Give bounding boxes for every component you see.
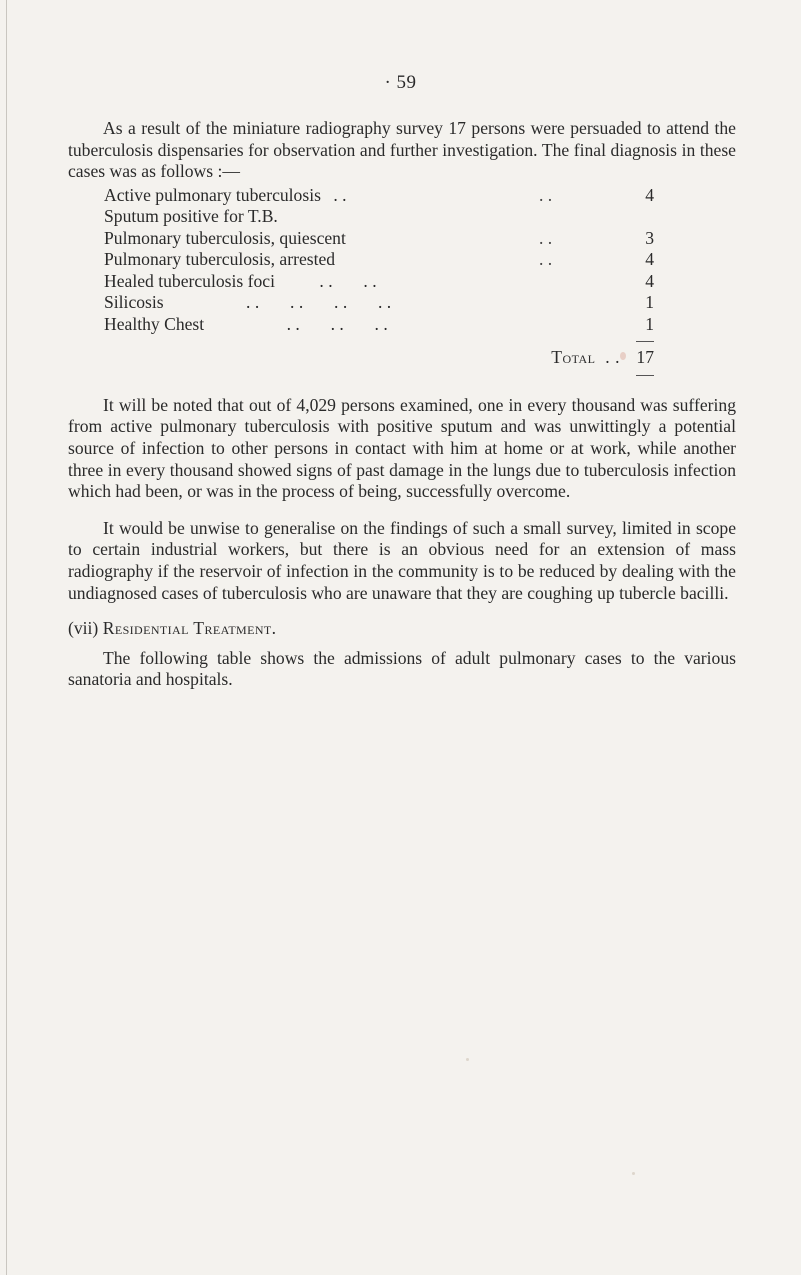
section-number: (vii): [68, 618, 99, 639]
diagnosis-table: [104, 185, 654, 381]
diagnosis-count: 4: [645, 184, 654, 205]
diagnosis-count: 4: [645, 270, 654, 291]
paper-speck: [620, 352, 626, 360]
diagnosis-label: Sputum positive for T.B.: [104, 206, 278, 227]
diagnosis-label: Silicosis . . . . . . . .: [104, 292, 392, 313]
table-row: [104, 292, 654, 314]
findings-paragraph: It will be noted that out of 4,029 persons examined, one in every thousand was suffering from active pulmonary tuberculosis with positive sputum and was unwittingly a potential source of infection to other persons in contact with him at home or at work, while another three in every thousand showed signs of past damage in the lungs due to tuberculosis infection which had been, or was in the process of being, successfully overcome.: [68, 394, 736, 502]
table-row: [104, 185, 654, 207]
table-row: [104, 249, 654, 271]
intro-paragraph: As a result of the miniature radiography survey 17 persons were persuaded to attend the tuberculosis dispensaries for observation and further investigation. The final diagnosis in these cases was as follows :—: [68, 118, 736, 182]
diagnosis-label: Pulmonary tuberculosis, quiescent: [104, 227, 346, 248]
diagnosis-count: 1: [645, 292, 654, 313]
total-rule-bottom: [636, 375, 654, 376]
diagnosis-count: 1: [645, 313, 654, 334]
diagnosis-label: Active pulmonary tuberculosis . .: [104, 184, 347, 205]
paper-speck: [466, 1058, 469, 1061]
table-intro-paragraph: The following table shows the admissions of adult pulmonary cases to the various sanatoria and hospitals.: [68, 647, 736, 690]
section-title: Residential Treatment.: [102, 618, 277, 639]
total-value: 17: [636, 347, 654, 368]
page-content: [68, 118, 736, 691]
page-number: · 59: [384, 72, 417, 93]
total-row: [104, 347, 654, 369]
total-label: Total . .: [551, 347, 620, 368]
table-row: [104, 228, 654, 250]
leader-dots: . .: [539, 249, 553, 270]
leader-dots: . .: [539, 184, 553, 205]
leader-dots: . .: [539, 227, 553, 248]
diagnosis-label: Healthy Chest . . . . . .: [104, 313, 388, 334]
table-row: [104, 314, 654, 336]
diagnosis-count: 4: [645, 249, 654, 270]
table-row: [104, 271, 654, 293]
diagnosis-label: Healed tuberculosis foci . . . .: [104, 270, 377, 291]
recommendation-paragraph: It would be unwise to generalise on the findings of such a small survey, limited in scope to certain industrial workers, but there is an obvious need for an extension of mass radiography if the reservoir of infection in the community is to be reduced by dealing with the undiagnosed cases of tuberculosis who are unaware that they are coughing up tubercle bacilli.: [68, 517, 736, 603]
diagnosis-count: 3: [645, 227, 654, 248]
page-edge-line: [6, 0, 7, 1275]
diagnosis-count: [634, 206, 654, 228]
table-row: [104, 206, 654, 228]
paper-speck: [632, 1172, 635, 1175]
diagnosis-label: Pulmonary tuberculosis, arrested: [104, 249, 336, 270]
total-rule-top: [636, 341, 654, 342]
section-heading: [68, 618, 736, 640]
